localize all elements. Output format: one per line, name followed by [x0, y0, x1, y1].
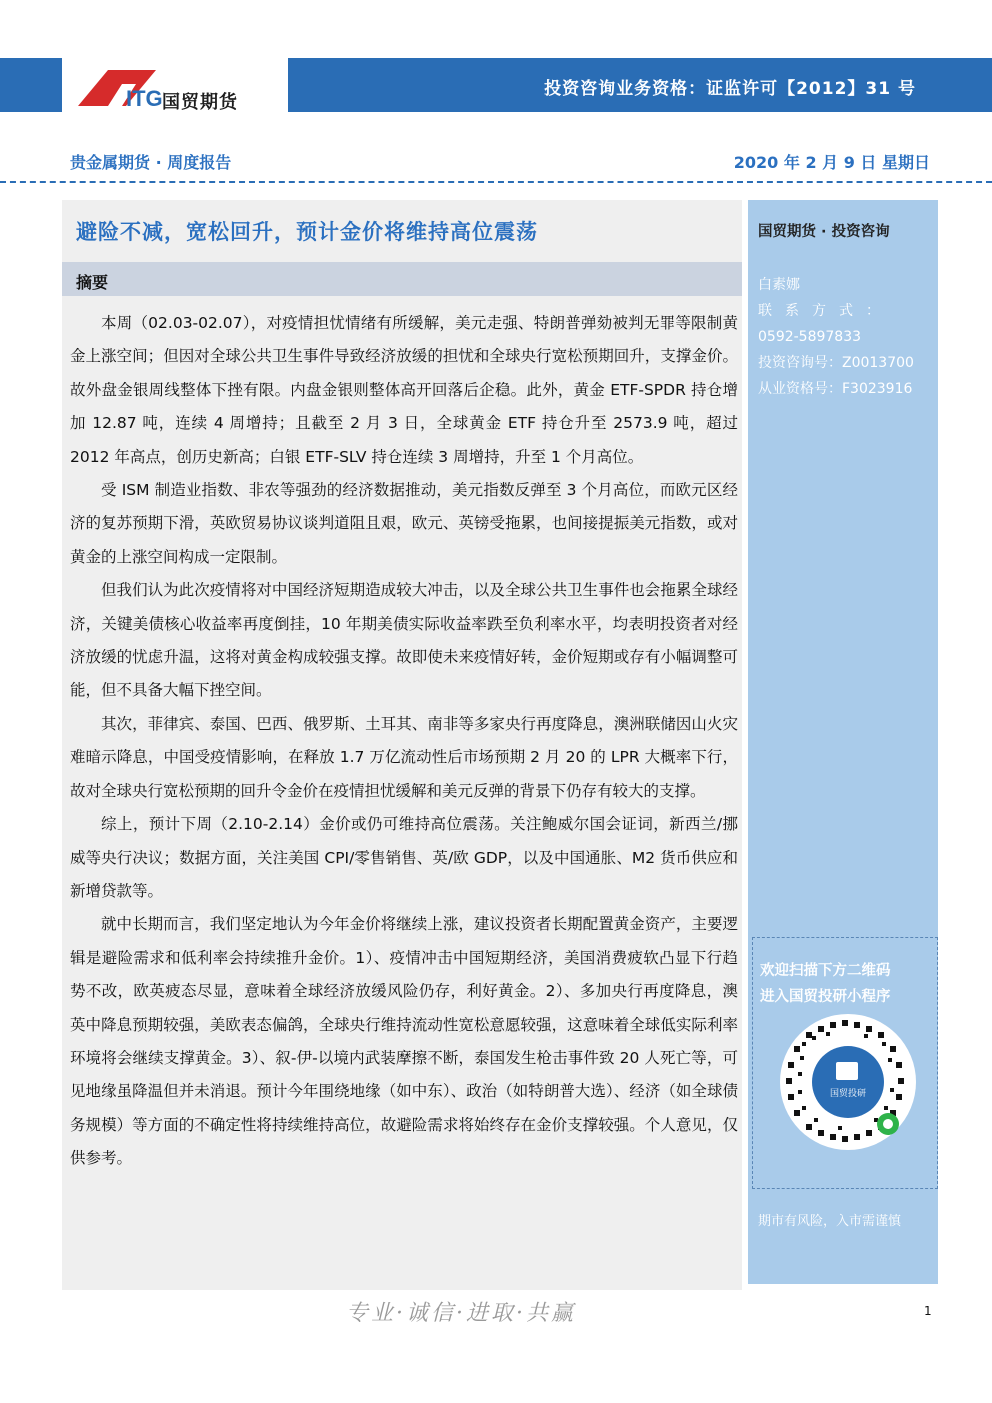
consult-number: 投资咨询号：Z0013700	[758, 355, 914, 371]
sidebar-title: 国贸期货 · 投资咨询	[758, 224, 890, 240]
contact-label: 联系方式：	[758, 303, 893, 319]
abstract-label: 摘要	[76, 273, 109, 292]
report-type: 贵金属期货 · 周度报告	[70, 153, 232, 172]
headline: 避险不减，宽松回升，预计金价将维持高位震荡	[76, 220, 538, 244]
analyst-name: 白素娜	[758, 277, 800, 293]
paragraph-4: 其次，菲律宾、泰国、巴西、俄罗斯、土耳其、南非等多家央行再度降息，澳洲联储因山火灾难暗示降息，中国受疫情影响，在释放 1.7 万亿流动性后市场预期 2 月 20 的 LPR 大概率下行，故对全球央行宽松预期的回升令金价在疫情担忧缓解和美元反弹的背景下仍存有较大的支撑。	[70, 714, 738, 800]
itg-logo-icon	[78, 68, 168, 108]
header-divider	[0, 181, 992, 183]
qr-caption	[760, 958, 891, 1010]
footer-slogan: 专业·诚信·进取·共赢	[346, 1301, 576, 1326]
logo-text: 国贸期货	[162, 92, 238, 113]
qr-center-label: 国贸投研	[829, 1088, 867, 1098]
paragraph-2: 受 ISM 制造业指数、非农等强劲的经济数据推动，美元指数反弹至 3 个月高位，而欧元区经济的复苏预期下滑，英欧贸易协议谈判道阻且艰，欧元、英镑受拖累，也间接提振美元指数，或对黄金的上涨空间构成一定限制。	[70, 481, 738, 566]
qr-code-icon[interactable]	[778, 1012, 918, 1152]
qr-caption-line-1: 欢迎扫描下方二维码	[760, 963, 891, 979]
license-text: 投资咨询业务资格：证监许可【2012】31 号	[544, 79, 916, 99]
report-date: 2020 年 2 月 9 日 星期日	[733, 153, 930, 172]
paragraph-6: 就中长期而言，我们坚定地认为今年金价将继续上涨，建议投资者长期配置黄金资产，主要逻辑是避险需求和低利率会持续推升金价。1）、疫情冲击中国短期经济，美国消费疲软凸显下行趋势不改，欧英疲态尽显，意味着全球经济放缓风险仍存，利好黄金。2）、多加央行再度降息，澳英中降息预期较强，美欧表态偏鸽，全球央行维持流动性宽松意愿较强，这意味着全球低实际利率环境将会继续支撑黄金。3）、叙-伊-以境内武装摩擦不断，泰国发生枪击事件致 20 人死亡等，可见地缘虽降温但并未消退。预计今年围绕地缘（如中东）、政治（如特朗普大选）、经济（如全球债务规模）等方面的不确定性将持续维持高位，故避险需求将始终存在金价支撑较强。个人意见，仅供参考。	[70, 915, 738, 1168]
practice-number: 从业资格号：F3023916	[758, 381, 913, 397]
paragraph-3: 但我们认为此次疫情将对中国经济短期造成较大冲击，以及全球公共卫生事件也会拖累全球经济，关键美债核心收益率再度倒挂，10 年期美债实际收益率跌至负利率水平，均表明投资者对经济放缓的忧虑升温，这将对黄金构成较强支撑。故即使未来疫情好转，金价短期或存有小幅调整可能，但不具备大幅下挫空间。	[70, 581, 738, 700]
logo-mark: ITG	[126, 86, 163, 108]
risk-notice: 期市有风险，入市需谨慎	[758, 1214, 902, 1229]
page-number: 1	[924, 1304, 932, 1318]
abstract-bar	[62, 262, 742, 296]
analyst-phone: 0592-5897833	[758, 329, 862, 345]
paragraph-1: 本周（02.03-02.07），对疫情担忧情绪有所缓解，美元走强、特朗普弹劾被判无罪等限制黄金上涨空间；但因对全球公共卫生事件导致经济放缓的担忧和全球央行宽松预期回升，支撑金价。故外盘金银周线整体下挫有限。内盘金银则整体高开回落后企稳。此外，黄金 ETF-SPDR 持仓增加 12.87 吨，连续 4 周增持；且截至 2 月 3 日，全球黄金 ETF 持仓升至 2573.9 吨，超过 2012 年高点，创历史新高；白银 ETF-SLV 持仓连续 3 周增持，升至 1 个月高位。	[70, 314, 738, 466]
qr-caption-line-2: 进入国贸投研小程序	[760, 989, 891, 1005]
paragraph-5: 综上，预计下周（2.10-2.14）金价或仍可维持高位震荡。关注鲍威尔国会证词，新西兰/挪威等央行决议；数据方面，关注美国 CPI/零售销售、英/欧 GDP，以及中国通胀、M2 货币供应和新增贷款等。	[70, 815, 738, 900]
analyst-info	[758, 272, 914, 402]
logo	[62, 58, 288, 114]
abstract-body	[70, 307, 738, 1176]
